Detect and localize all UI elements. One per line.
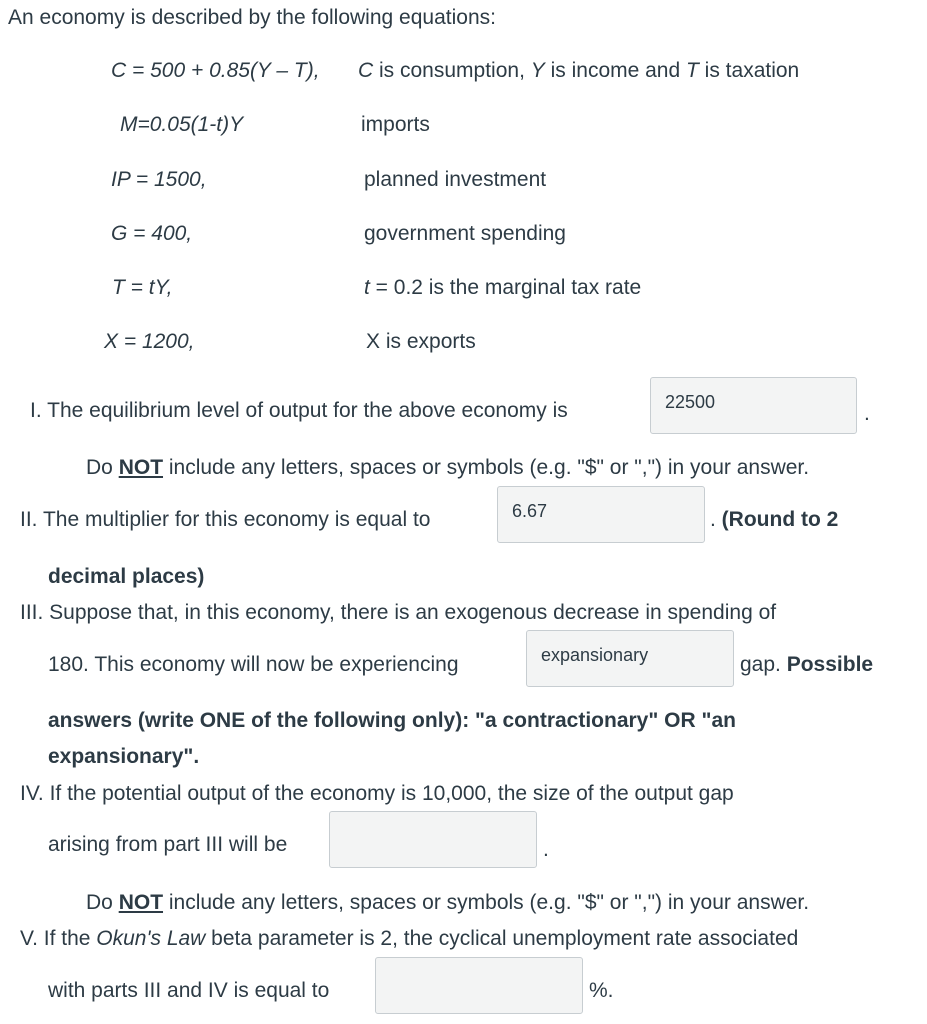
desc-government: government spending <box>364 222 566 245</box>
q3-options-line2: expansionary". <box>48 745 200 768</box>
desc-exports: X is exports <box>366 330 476 353</box>
q2-answer-input[interactable]: 6.67 <box>497 486 705 543</box>
equation-consumption: C = 500 + 0.85(Y – T), <box>111 59 320 82</box>
q5-percent: %. <box>589 979 614 1002</box>
q4-note: Do NOT include any letters, spaces or symbols (e.g. "$" or ",") in your answer. <box>86 891 810 914</box>
q5-answer-input[interactable] <box>375 957 583 1014</box>
equation-exports: X = 1200, <box>104 330 195 353</box>
q5-line1: V. If the Okun's Law beta parameter is 2, the cyclical unemployment rate associated <box>20 927 799 950</box>
q4-line1: IV. If the potential output of the economy is 10,000, the size of the output gap <box>20 782 734 805</box>
equation-imports: M=0.05(1-t)Y <box>120 113 244 136</box>
desc-investment: planned investment <box>364 168 547 191</box>
desc-consumption: C is consumption, Y is income and T is taxation <box>358 59 800 82</box>
q5-line2: with parts III and IV is equal to <box>48 979 330 1002</box>
q2-round-note-cont: decimal places) <box>48 565 205 588</box>
q1-text: I. The equilibrium level of output for the above economy is <box>30 399 568 422</box>
q3-line2: 180. This economy will now be experiencing <box>48 653 459 676</box>
equation-taxation: T = tY, <box>112 276 173 299</box>
q1-period: . <box>864 402 870 425</box>
q2-round-note: . (Round to 2 <box>710 508 839 531</box>
equation-investment: IP = 1500, <box>111 168 207 191</box>
q4-period: . <box>543 838 549 861</box>
q4-line2: arising from part III will be <box>48 833 288 856</box>
q1-note: Do NOT include any letters, spaces or symbols (e.g. "$" or ",") in your answer. <box>86 456 810 479</box>
desc-taxation: t = 0.2 is the marginal tax rate <box>364 276 642 299</box>
q3-options-line1: answers (write ONE of the following only): "a contractionary" OR "an <box>48 709 736 732</box>
equation-government: G = 400, <box>111 222 193 245</box>
q1-answer-input[interactable]: 22500 <box>650 377 857 434</box>
desc-imports: imports <box>361 113 430 136</box>
q4-answer-input[interactable] <box>329 811 537 868</box>
q3-after: gap. Possible <box>740 653 874 676</box>
q3-answer-input[interactable]: expansionary <box>526 630 734 687</box>
q2-text: II. The multiplier for this economy is equal to <box>20 508 431 531</box>
q3-line1: III. Suppose that, in this economy, there is an exogenous decrease in spending of <box>20 601 777 624</box>
intro-text: An economy is described by the following equations: <box>8 6 496 29</box>
